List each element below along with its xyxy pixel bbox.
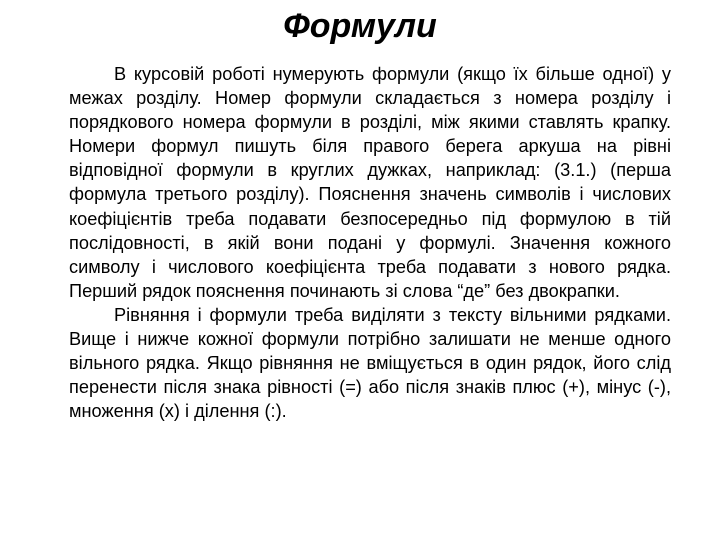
slide-body — [69, 62, 671, 423]
paragraph-numbering: В курсовій роботі нумерують формули (якщо їх більше одної) у межах розділу. Номер формули складається з номера розділу і порядкового номера формули в розділі, між якими ставлять крапку. Номери формул пишуть біля правого берега аркуша на рівні відповідної формули в круглих дужках, наприклад: (3.1.) (перша формула третього розділу). Пояснення значень символів і числових коефіцієнтів треба подавати безпосередньо під формулою в тій послідовності, в якій вони подані у формулі. Значення кожного символу і числового коефіцієнта треба подавати з нового рядка. Перший рядок пояснення починають зі слова “де” без двокрапки. — [69, 64, 671, 301]
slide-title: Формули — [283, 7, 437, 45]
paragraph-spacing: Рівняння і формули треба виділяти з тексту вільними рядками. Вище і нижче кожної формули потрібно залишати не менше одного вільного рядка. Якщо рівняння не вміщується в один рядок, його слід перенести після знака рівності (=) або після знаків плюс (+), мінус (-), множення (х) і ділення (:). — [69, 304, 671, 422]
